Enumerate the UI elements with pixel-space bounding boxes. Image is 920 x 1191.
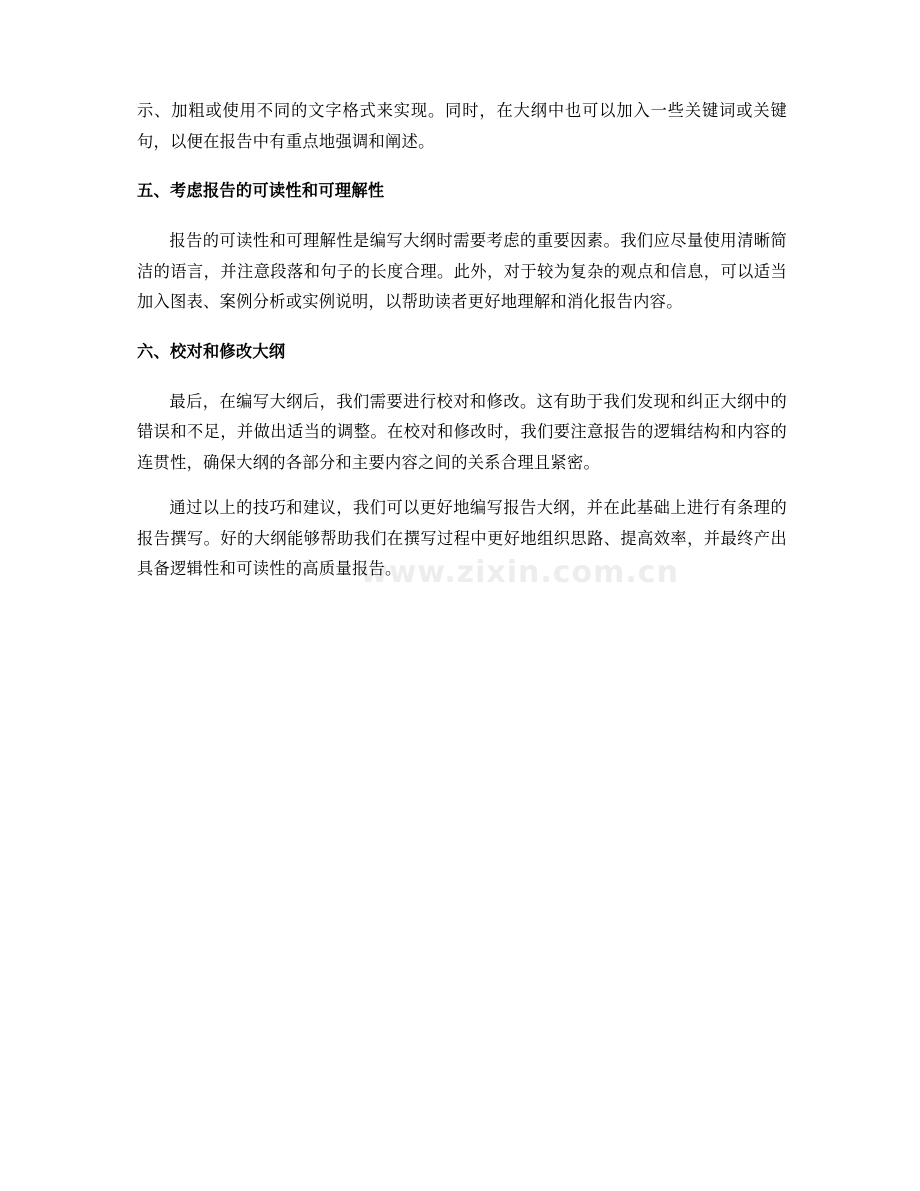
paragraph-readability: 报告的可读性和可理解性是编写大纲时需要考虑的重要因素。我们应尽量使用清晰简洁的语言，并注意段落和句子的长度合理。此外，对于较为复杂的观点和信息，可以适当加入图表、案例分析或实例说明，以帮助读者更好地理解和消化报告内容。 xyxy=(137,231,787,311)
paragraph-proofreading: 最后，在编写大纲后，我们需要进行校对和修改。这有助于我们发现和纠正大纲中的错误和不足，并做出适当的调整。在校对和修改时，我们要注意报告的逻辑结构和内容的连贯性，确保大纲的各部分和主要内容之间的关系合理且紧密。 xyxy=(137,391,787,472)
watermark: www.zixin.com.cn xyxy=(360,555,679,590)
section-heading-6: 六、校对和修改大纲 xyxy=(137,341,286,361)
paragraph-continuation: 示、加粗或使用不同的文字格式来实现。同时，在大纲中也可以加入一些关键词或关键句，以便在报告中有重点地强调和阐述。 xyxy=(137,101,787,151)
paragraph-conclusion: 通过以上的技巧和建议，我们可以更好地编写报告大纲，并在此基础上进行有条理的报告撰写。好的大纲能够帮助我们在撰写过程中更好地组织思路、提高效率，并最终产出具备逻辑性和可读性的高质量报告。 xyxy=(137,498,787,578)
section-heading-5: 五、考虑报告的可读性和可理解性 xyxy=(137,181,385,200)
document-body xyxy=(137,96,787,600)
